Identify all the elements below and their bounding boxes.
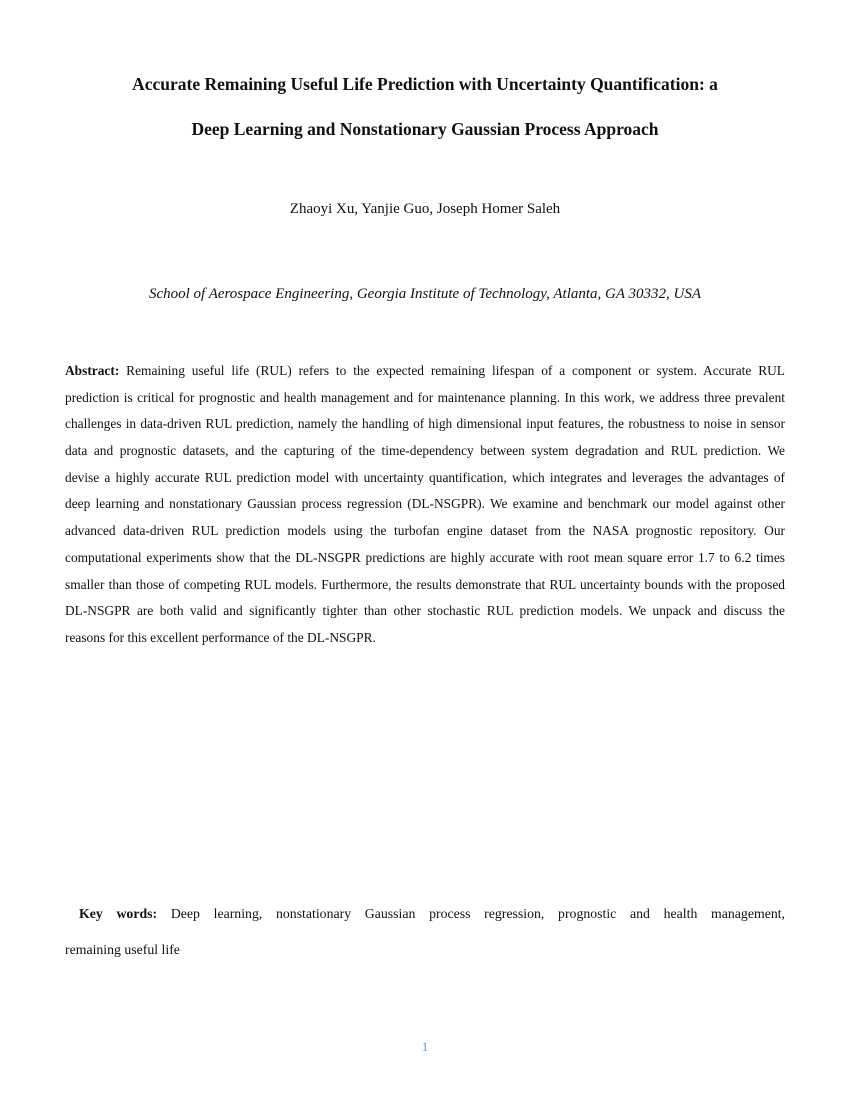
authors: Zhaoyi Xu, Yanjie Guo, Joseph Homer Saleh (289, 201, 561, 217)
paper-title-line-2: Deep Learning and Nonstationary Gaussian Process Approach (191, 119, 659, 139)
abstract-line: computational experiments show that the DL-NSGPR predictions are highly accurate with root mean square error 1.7 to 6.2 times (65, 549, 785, 565)
abstract-line: prediction is critical for prognostic and health management and for maintenance planning. In this work, we address three prevalent (65, 389, 785, 405)
keywords (65, 905, 785, 977)
keywords-label: Key words: (79, 906, 158, 921)
abstract-line (65, 362, 785, 389)
abstract-line: reasons for this excellent performance of the DL-NSGPR. (65, 629, 376, 645)
abstract-line: advanced data-driven RUL prediction models using the turbofan engine dataset from the NASA prognostic repository. Our (65, 523, 785, 539)
keywords-text: Deep learning, nonstationary Gaussian process regression, prognostic and health management, (170, 906, 785, 921)
abstract-line: data and prognostic datasets, and the capturing of the time-dependency between system degradation and RUL prediction. We (65, 443, 785, 459)
abstract-text: Remaining useful life (RUL) refers to the expected remaining lifespan of a component or system. Accurate RUL (126, 363, 785, 378)
abstract-line: DL-NSGPR are both valid and significantly tighter than other stochastic RUL prediction models. We unpack and discuss the (65, 603, 785, 619)
abstract-line: smaller than those of competing RUL models. Furthermore, the results demonstrate that RUL uncertainty bounds with the proposed (65, 576, 785, 592)
abstract-line: challenges in data-driven RUL prediction, namely the handling of high dimensional input features, the robustness to noise in sensor (65, 416, 785, 432)
keywords-line: remaining useful life (65, 942, 180, 957)
abstract-line: deep learning and nonstationary Gaussian process regression (DL-NSGPR). We examine and benchmark our model against other (65, 496, 785, 512)
affiliation: School of Aerospace Engineering, Georgia Institute of Technology, Atlanta, GA 30332, USA (148, 286, 702, 302)
page-number: 1 (421, 1039, 429, 1054)
abstract-line: devise a highly accurate RUL prediction model with uncertainty quantification, which integrates and leverages the advantages of (65, 469, 785, 485)
paper-title-line-1: Accurate Remaining Useful Life Prediction with Uncertainty Quantification: a (132, 74, 718, 94)
abstract (65, 362, 785, 656)
keywords-line (65, 905, 785, 941)
abstract-label: Abstract: (65, 363, 120, 378)
